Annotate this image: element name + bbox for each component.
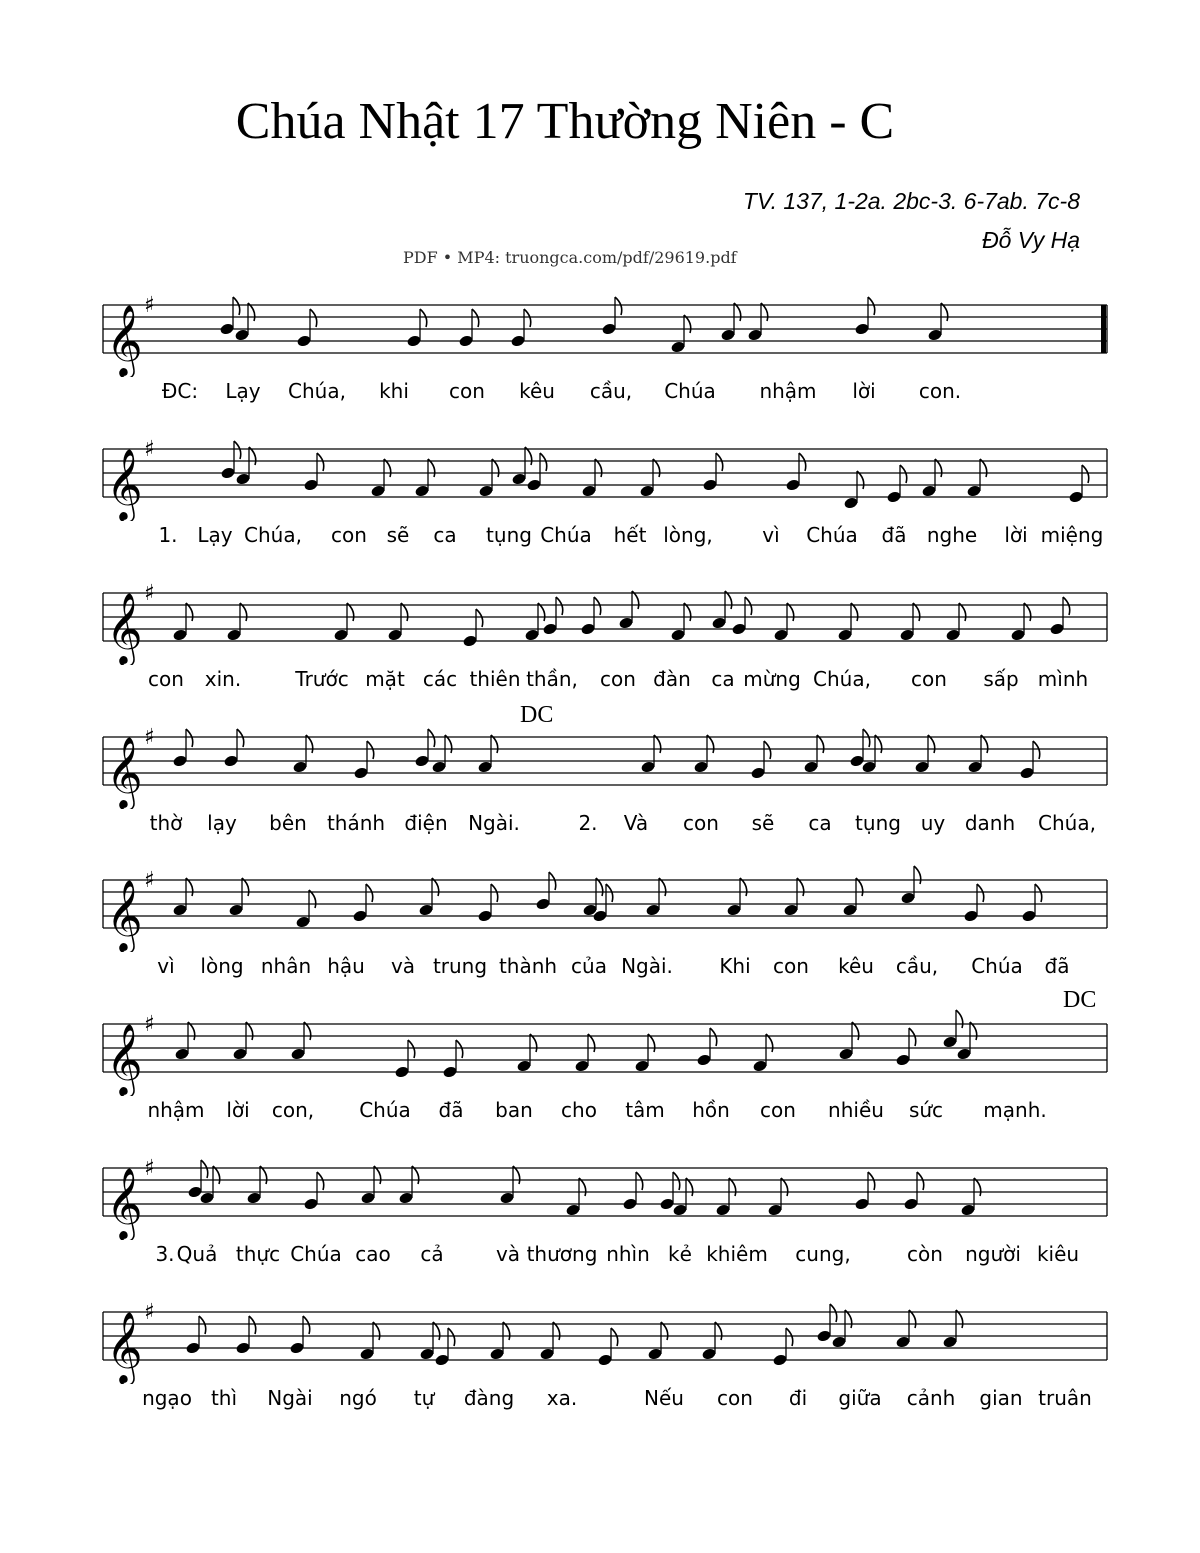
- lyrics-line-7: [97, 1242, 1109, 1270]
- syllable: gian: [979, 1386, 1023, 1410]
- dc-marking: DC: [1063, 987, 1097, 1013]
- note-flag: [233, 297, 240, 315]
- syllable: cả: [420, 1242, 444, 1266]
- note-flag: [725, 591, 732, 609]
- note-flag: [632, 591, 639, 609]
- syllable: lòng: [200, 954, 244, 978]
- note-flag: [472, 309, 479, 327]
- note-flag: [914, 866, 921, 884]
- note-flag: [384, 459, 391, 477]
- music-system-3: [97, 570, 1109, 700]
- syllable: uy: [920, 811, 946, 835]
- note-flag: [900, 465, 907, 483]
- note-flag: [686, 1178, 693, 1196]
- syllable: kêu: [519, 379, 555, 403]
- note-flag: [761, 303, 768, 321]
- lyrics-line-1: [97, 379, 1109, 407]
- note-flag: [868, 297, 875, 315]
- note-flag: [420, 309, 427, 327]
- note-flag: [492, 459, 499, 477]
- note-flag: [745, 597, 752, 615]
- syllable: lời: [852, 379, 876, 403]
- syllable: đã: [438, 1098, 464, 1122]
- music-system-7: [97, 1145, 1109, 1275]
- syllable: khi: [379, 379, 409, 403]
- syllable: sẽ: [386, 523, 410, 547]
- note-flag: [956, 1010, 963, 1028]
- sharp-icon: ♯: [144, 293, 155, 318]
- note-flag: [856, 878, 863, 896]
- note-flag: [491, 735, 498, 753]
- note-flag: [240, 603, 247, 621]
- note-flag: [710, 1028, 717, 1046]
- note-flag: [588, 1034, 595, 1052]
- syllable: danh: [964, 811, 1016, 835]
- note-flag: [786, 1328, 793, 1346]
- syllable: Chúa: [359, 1098, 411, 1122]
- syllable: hồn: [692, 1098, 730, 1122]
- syllable: ca: [433, 523, 457, 547]
- note-flag: [448, 1328, 455, 1346]
- note-flag: [530, 1034, 537, 1052]
- syllable: Ngài.: [468, 811, 520, 835]
- staff-3: [97, 570, 1109, 665]
- syllable: trung: [432, 954, 488, 978]
- note-flag: [347, 603, 354, 621]
- syllable: Lạy: [225, 379, 261, 403]
- dc-marking: DC: [520, 702, 554, 728]
- syllable: thiên: [469, 667, 521, 691]
- lyrics-line-4: [97, 811, 1109, 839]
- syllable: đàng: [463, 1386, 515, 1410]
- note-flag: [1035, 884, 1042, 902]
- syllable: xin.: [204, 667, 242, 691]
- note-flag: [654, 735, 661, 753]
- syllable: ngạo: [142, 1386, 192, 1410]
- note-flag: [1024, 603, 1031, 621]
- song-title: Chúa Nhật 17 Thường Niên - C: [235, 93, 895, 150]
- music-system-8: [97, 1289, 1109, 1419]
- treble-clef-icon: 𝄞: [106, 1166, 143, 1239]
- syllable: 2.: [578, 811, 598, 835]
- note-flag: [491, 884, 498, 902]
- syllable: mạnh.: [983, 1098, 1047, 1122]
- note-flag: [199, 1316, 206, 1334]
- note-flag: [857, 471, 864, 489]
- note-flag: [909, 1310, 916, 1328]
- note-flag: [1063, 597, 1070, 615]
- syllable: lạy: [207, 811, 237, 835]
- note-flag: [201, 1160, 208, 1178]
- syllable: Chúa,: [813, 667, 871, 691]
- syllable: Nếu: [644, 1386, 684, 1410]
- syllable: con: [331, 523, 367, 547]
- syllable: các: [422, 667, 458, 691]
- note-flag: [764, 741, 771, 759]
- note-flag: [729, 1178, 736, 1196]
- syllable: sấp: [983, 667, 1019, 691]
- treble-clef-icon: 𝄞: [106, 591, 143, 664]
- staff-4: [97, 714, 1109, 809]
- note-flag: [260, 1166, 267, 1184]
- treble-clef-icon: 𝄞: [106, 1310, 143, 1383]
- syllable: đã: [1044, 954, 1070, 978]
- note-flag: [797, 878, 804, 896]
- sharp-icon: ♯: [144, 1300, 155, 1325]
- syllable: tâm: [625, 1098, 665, 1122]
- note-flag: [734, 303, 741, 321]
- note-flag: [401, 603, 408, 621]
- note-flag: [787, 603, 794, 621]
- syllable: ngó: [339, 1386, 377, 1410]
- syllable: lời: [226, 1098, 250, 1122]
- syllable: tụng: [855, 811, 901, 835]
- composer: Đỗ Vy Hạ: [981, 227, 1080, 253]
- syllable: đi: [788, 1386, 808, 1410]
- note-flag: [740, 878, 747, 896]
- note-flag: [246, 1022, 253, 1040]
- syllable: con.: [918, 379, 962, 403]
- syllable: tụng: [486, 523, 532, 547]
- syllable: và: [390, 954, 416, 978]
- note-flag: [661, 1322, 668, 1340]
- syllable: ca: [711, 667, 735, 691]
- syllable: con: [773, 954, 809, 978]
- lyrics-line-2: [97, 523, 1109, 551]
- syllable: vì: [157, 954, 175, 978]
- note-flag: [684, 603, 691, 621]
- staff-1: [97, 282, 1109, 377]
- sharp-icon: ♯: [144, 868, 155, 893]
- note-flag: [303, 1316, 310, 1334]
- syllable: xa.: [546, 1386, 578, 1410]
- note-flag: [830, 1304, 837, 1322]
- note-flag: [909, 1028, 916, 1046]
- staff-8: [97, 1289, 1109, 1384]
- syllable: con: [911, 667, 947, 691]
- syllable: thương: [526, 1242, 598, 1266]
- syllable: Và: [623, 811, 649, 835]
- syllable: cung,: [795, 1242, 851, 1266]
- note-flag: [234, 441, 241, 459]
- note-flag: [716, 453, 723, 471]
- syllable: ca: [808, 811, 832, 835]
- note-flag: [781, 1178, 788, 1196]
- note-flag: [186, 729, 193, 747]
- syllable: Chúa,: [244, 523, 302, 547]
- syllable: ĐC:: [161, 379, 199, 403]
- note-flag: [408, 1040, 415, 1058]
- sharp-icon: ♯: [144, 437, 155, 462]
- syllable: lời: [1004, 523, 1028, 547]
- note-flag: [606, 884, 613, 902]
- lyrics-line-6: [97, 1098, 1109, 1126]
- staff-5: [97, 857, 1109, 952]
- note-flag: [653, 459, 660, 477]
- psalm-reference: TV. 137, 1-2a. 2bc-3. 6-7ab. 7c-8: [742, 188, 1080, 214]
- syllable: kẻ: [668, 1242, 692, 1266]
- syllable: Chúa: [540, 523, 592, 547]
- note-flag: [366, 884, 373, 902]
- treble-clef-icon: 𝄞: [106, 735, 143, 808]
- syllable: thần,: [526, 667, 578, 691]
- note-flag: [367, 741, 374, 759]
- note-flag: [852, 1022, 859, 1040]
- note-flag: [186, 603, 193, 621]
- note-flag: [707, 735, 714, 753]
- music-system-6: [97, 987, 1109, 1131]
- syllable: mình: [1037, 667, 1089, 691]
- syllable: Chúa,: [1038, 811, 1096, 835]
- note-flag: [980, 459, 987, 477]
- syllable: cao: [355, 1242, 391, 1266]
- treble-clef-icon: 𝄞: [106, 447, 143, 520]
- syllable: của: [571, 954, 607, 978]
- syllable: truân: [1038, 1386, 1092, 1410]
- note-flag: [525, 447, 532, 465]
- syllable: con: [760, 1098, 796, 1122]
- music-system-5: [97, 857, 1109, 987]
- note-flag: [913, 603, 920, 621]
- syllable: và: [495, 1242, 521, 1266]
- note-flag: [935, 459, 942, 477]
- note-flag: [317, 453, 324, 471]
- note-flag: [851, 603, 858, 621]
- note-flag: [956, 1310, 963, 1328]
- note-flag: [596, 878, 603, 896]
- staff-7: [97, 1145, 1109, 1240]
- note-flag: [868, 1172, 875, 1190]
- note-flag: [817, 735, 824, 753]
- note-flag: [503, 1322, 510, 1340]
- syllable: ban: [495, 1098, 533, 1122]
- syllable: vì: [762, 523, 780, 547]
- syllable: thì: [210, 1386, 238, 1410]
- syllable: giữa: [838, 1386, 882, 1410]
- note-flag: [249, 447, 256, 465]
- note-flag: [538, 603, 545, 621]
- note-flag: [428, 459, 435, 477]
- syllable: kêu: [838, 954, 874, 978]
- syllable: nhậm: [759, 379, 817, 403]
- syllable: thờ: [149, 811, 183, 835]
- note-flag: [928, 735, 935, 753]
- syllable: sức: [908, 1098, 944, 1122]
- note-flag: [673, 1172, 680, 1190]
- syllable: nhiều: [828, 1098, 884, 1122]
- sharp-icon: ♯: [144, 1156, 155, 1181]
- syllable: con: [148, 667, 184, 691]
- note-flag: [186, 878, 193, 896]
- staff-2: [97, 426, 1109, 521]
- note-flag: [648, 1034, 655, 1052]
- syllable: Chúa: [971, 954, 1023, 978]
- lyrics-line-5: [97, 954, 1109, 982]
- note-flag: [766, 1034, 773, 1052]
- note-flag: [309, 890, 316, 908]
- syllable: cầu,: [589, 379, 633, 403]
- note-flag: [977, 884, 984, 902]
- syllable: nghe: [926, 523, 978, 547]
- note-flag: [310, 309, 317, 327]
- final-barline: [1101, 305, 1106, 353]
- note-flag: [213, 1166, 220, 1184]
- syllable: tự: [413, 1386, 435, 1410]
- note-flag: [476, 609, 483, 627]
- note-flag: [959, 603, 966, 621]
- syllable: hậu: [327, 954, 365, 978]
- syllable: 3.: [155, 1242, 175, 1266]
- staff-6: [97, 1001, 1109, 1096]
- syllable: đã: [881, 523, 907, 547]
- treble-clef-icon: 𝄞: [106, 1022, 143, 1095]
- note-flag: [556, 597, 563, 615]
- syllable: Chúa: [290, 1242, 342, 1266]
- lyrics-line-3: [97, 667, 1109, 695]
- syllable: lòng,: [663, 523, 713, 547]
- note-flag: [524, 309, 531, 327]
- note-flag: [249, 1316, 256, 1334]
- syllable: sẽ: [751, 811, 775, 835]
- syllable: con: [683, 811, 719, 835]
- syllable: Lạy: [197, 523, 233, 547]
- syllable: Ngài: [267, 1386, 313, 1410]
- syllable: nhìn: [606, 1242, 650, 1266]
- syllable: đàn: [653, 667, 691, 691]
- note-flag: [981, 735, 988, 753]
- note-flag: [611, 1328, 618, 1346]
- syllable: Chúa: [806, 523, 858, 547]
- note-flag: [579, 1178, 586, 1196]
- note-flag: [304, 1022, 311, 1040]
- syllable: mặt: [365, 667, 405, 691]
- note-flag: [684, 315, 691, 333]
- syllable: con,: [271, 1098, 315, 1122]
- note-flag: [374, 1166, 381, 1184]
- note-flag: [513, 1166, 520, 1184]
- sharp-icon: ♯: [144, 1012, 155, 1037]
- note-flag: [845, 1310, 852, 1328]
- note-flag: [1033, 741, 1040, 759]
- note-flag: [636, 1172, 643, 1190]
- note-flag: [306, 735, 313, 753]
- syllable: cho: [561, 1098, 597, 1122]
- note-flag: [317, 1172, 324, 1190]
- syllable: nhân: [260, 954, 312, 978]
- note-flag: [799, 453, 806, 471]
- note-flag: [970, 1022, 977, 1040]
- syllable: thực: [235, 1242, 281, 1266]
- note-flag: [863, 729, 870, 747]
- treble-clef-icon: 𝄞: [106, 303, 143, 376]
- syllable: Ngài.: [621, 954, 673, 978]
- syllable: Chúa,: [288, 379, 346, 403]
- syllable: con: [449, 379, 485, 403]
- syllable: điện: [404, 811, 448, 835]
- syllable: cảnh: [906, 1386, 956, 1410]
- note-flag: [553, 1322, 560, 1340]
- note-flag: [715, 1322, 722, 1340]
- music-system-4: [97, 702, 1109, 844]
- lyrics-line-8: [97, 1386, 1109, 1414]
- syllable: người: [965, 1242, 1021, 1266]
- syllable: thành: [498, 954, 558, 978]
- syllable: hết: [613, 523, 647, 547]
- syllable: Quả: [176, 1242, 218, 1266]
- sharp-icon: ♯: [144, 581, 155, 606]
- syllable: khiêm: [706, 1242, 768, 1266]
- treble-clef-icon: 𝄞: [106, 878, 143, 951]
- syllable: con: [600, 667, 636, 691]
- note-flag: [974, 1178, 981, 1196]
- syllable: còn: [907, 1242, 943, 1266]
- note-flag: [917, 1172, 924, 1190]
- syllable: 1.: [158, 523, 178, 547]
- note-flag: [433, 1322, 440, 1340]
- note-flag: [242, 878, 249, 896]
- syllable: Chúa: [664, 379, 716, 403]
- syllable: Khi: [719, 954, 751, 978]
- syllable: nhậm: [147, 1098, 205, 1122]
- syllable: kiêu: [1036, 1242, 1080, 1266]
- note-flag: [248, 303, 255, 321]
- note-flag: [615, 297, 622, 315]
- note-flag: [456, 1040, 463, 1058]
- note-flag: [237, 729, 244, 747]
- note-flag: [594, 597, 601, 615]
- note-flag: [549, 872, 556, 890]
- note-flag: [373, 1322, 380, 1340]
- sharp-icon: ♯: [144, 725, 155, 750]
- note-flag: [941, 303, 948, 321]
- note-flag: [428, 729, 435, 747]
- music-system-1: [97, 282, 1109, 412]
- syllable: thánh: [326, 811, 386, 835]
- music-system-2: [97, 426, 1109, 556]
- syllable: mừng: [743, 667, 801, 691]
- note-flag: [1082, 465, 1089, 483]
- note-flag: [412, 1166, 419, 1184]
- note-flag: [659, 878, 666, 896]
- syllable: miệng: [1040, 523, 1104, 547]
- syllable: bên: [269, 811, 307, 835]
- syllable: con: [717, 1386, 753, 1410]
- syllable: Trước: [295, 667, 349, 691]
- note-flag: [445, 735, 452, 753]
- note-flag: [595, 459, 602, 477]
- syllable: cầu,: [895, 954, 939, 978]
- note-flag: [875, 735, 882, 753]
- source-line: PDF • MP4: truongca.com/pdf/29619.pdf: [403, 248, 737, 267]
- note-flag: [540, 453, 547, 471]
- note-flag: [432, 878, 439, 896]
- note-flag: [188, 1022, 195, 1040]
